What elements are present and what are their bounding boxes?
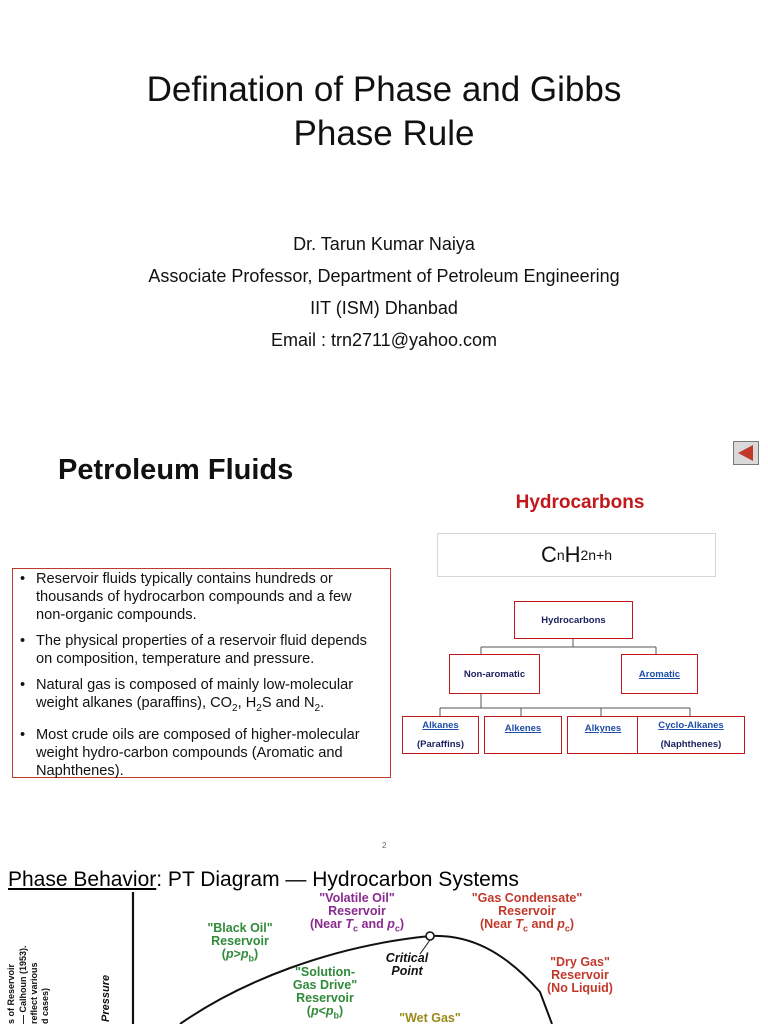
- tree-node-aromatic[interactable]: [621, 654, 698, 694]
- side-note-line: — Calhoun (1953).: [18, 945, 28, 1024]
- tree-node-non-aromatic: [449, 654, 540, 694]
- tree-node-link[interactable]: Alkynes: [584, 723, 622, 734]
- side-note-line: d cases): [40, 987, 50, 1024]
- volatile-oil-label: "Volatile Oil" Reservoir (Near $T_c$ and $p_c$): [309, 891, 405, 934]
- slide-title: Petroleum Fluids: [58, 454, 294, 486]
- bullet-list: [20, 570, 380, 788]
- tree-node-alkenes[interactable]: [484, 716, 562, 754]
- side-note-line: reflect various: [29, 962, 39, 1024]
- critical-point-marker: [426, 932, 434, 940]
- tree-node-sub: (Paraffins): [417, 739, 464, 750]
- page-number: 2: [382, 841, 387, 850]
- tree-node-sub: (Naphthenes): [660, 739, 722, 750]
- petroleum-fluids-slide: [0, 432, 768, 856]
- pt-diagram-slide: [0, 862, 768, 1024]
- tree-node-label: Non-aromatic: [463, 668, 526, 680]
- gas-condensate-label: "Gas Condensate" Reservoir (Near $T_c$ and $p_c$): [471, 891, 583, 934]
- critical-point-label: Critical Point: [385, 951, 429, 978]
- author-position: Associate Professor, Department of Petroleum Engineering: [148, 266, 620, 286]
- formula-hydrogen-sub: 2n+h: [580, 547, 613, 563]
- formula-carbon-sub: n: [556, 547, 565, 563]
- slide-title: [60, 68, 708, 156]
- slide-title-line-2: Phase Rule: [293, 114, 475, 153]
- tree-node-link[interactable]: Alkanes: [422, 720, 459, 731]
- solution-gas-drive-label: "Solution- Gas Drive" Reservoir $(p<p_b)$: [292, 965, 358, 1021]
- author-name: Dr. Tarun Kumar Naiya: [293, 234, 475, 254]
- author-institute: IIT (ISM) Dhanbad: [310, 298, 458, 318]
- wet-gas-label: "Wet Gas": [399, 1011, 461, 1024]
- bullet-item: • The physical properties of a reservoir fluid depends on composition, temperature and pressure.: [20, 632, 380, 668]
- bullet-item: • Reservoir fluids typically contains hundreds or thousands of hydrocarbon compounds and a few non-organic compounds.: [20, 570, 380, 624]
- tree-node-link[interactable]: Aromatic: [638, 668, 681, 680]
- left-triangle-icon: [738, 445, 753, 461]
- author-email[interactable]: Email : trn2711@yahoo.com: [270, 330, 498, 350]
- dry-gas-label: "Dry Gas" Reservoir (No Liquid): [547, 955, 613, 995]
- hydrocarbons-heading: Hydrocarbons: [515, 492, 645, 513]
- tree-node-alkynes[interactable]: [567, 716, 639, 754]
- slide-title-underlined: Phase Behavior: [8, 868, 157, 891]
- hydrocarbon-formula: [437, 533, 716, 577]
- slide-title: [8, 868, 519, 892]
- author-block: [40, 228, 728, 356]
- tree-node-cyclo-alkanes[interactable]: [637, 716, 745, 754]
- tree-node-link[interactable]: Alkenes: [504, 723, 542, 734]
- tree-node-link[interactable]: Cyclo-Alkanes: [658, 720, 724, 731]
- slide-title-rest: : PT Diagram — Hydrocarbon Systems: [156, 868, 519, 891]
- black-oil-label: "Black Oil" Reservoir $(p>p_b)$: [207, 921, 273, 964]
- bullet-item: • Most crude oils are composed of higher-molecular weight hydro-carbon compounds (Aromatic and Naphthenes).: [20, 726, 380, 780]
- back-arrow-button[interactable]: [733, 441, 759, 465]
- pressure-axis-label: Pressure: [100, 974, 112, 1022]
- formula-carbon: C: [540, 542, 557, 567]
- title-slide: [0, 0, 768, 424]
- side-note: [2, 922, 54, 1024]
- side-note-line: s of Reservoir: [6, 963, 16, 1024]
- tree-node-hydrocarbons: [514, 601, 633, 639]
- tree-node-alkanes[interactable]: [402, 716, 479, 754]
- formula-hydrogen: H: [564, 542, 581, 567]
- bullet-item: • Natural gas is composed of mainly low-molecular weight alkanes (paraffins), $CO_2$, $H_2S$ and $N_2$.: [20, 676, 380, 718]
- tree-node-label: Hydrocarbons: [541, 614, 606, 626]
- slide-title-line-1: Defination of Phase and Gibbs: [146, 70, 622, 109]
